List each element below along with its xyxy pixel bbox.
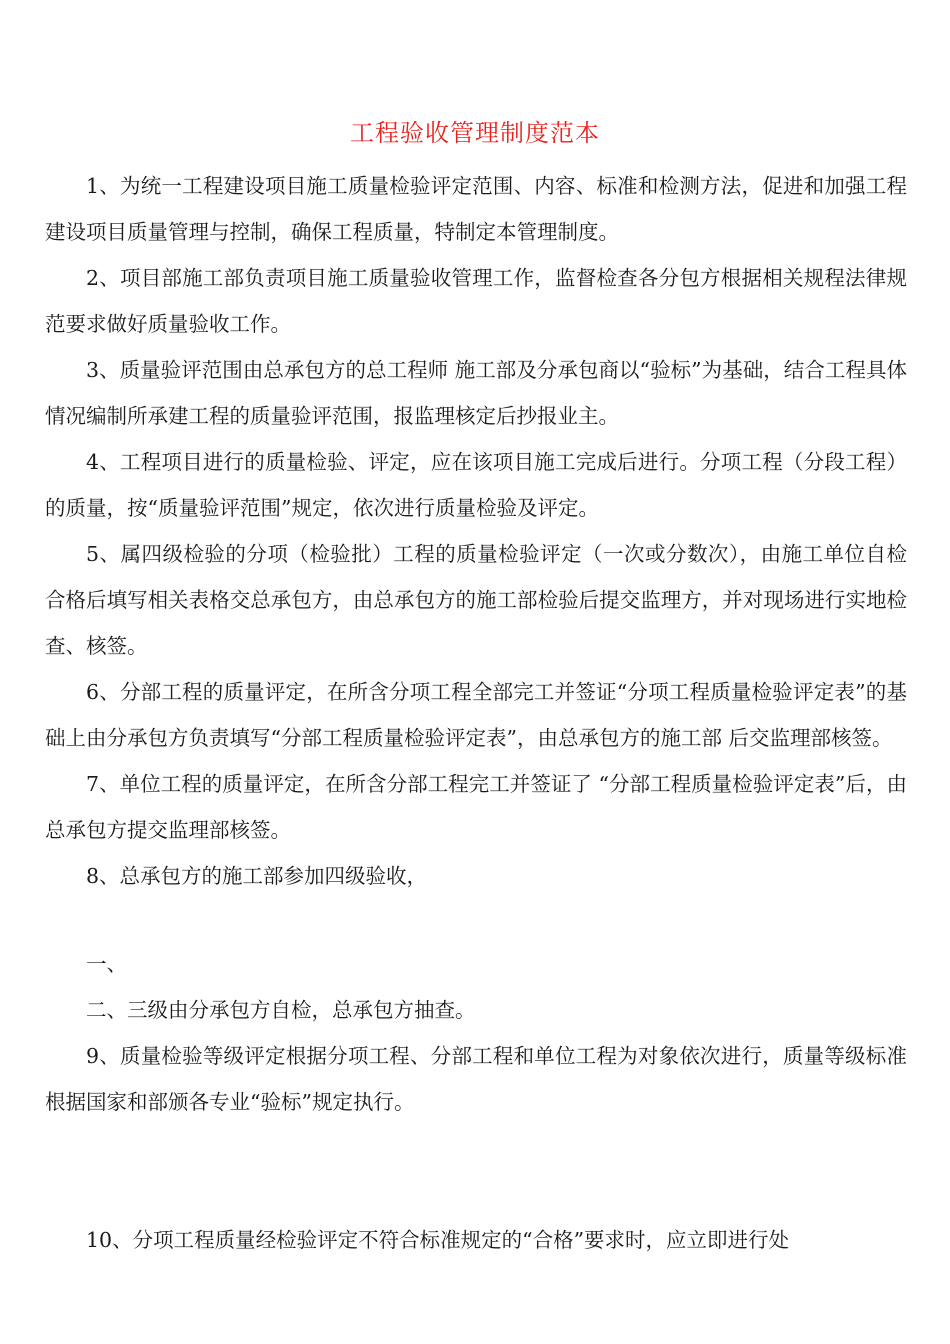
paragraph-7: 7、单位工程的质量评定，在所含分部工程完工并签证了 “分部工程质量检验评定表”后，由总承包方提交监理部核签。 — [45, 772, 907, 842]
paragraph-10: 二、三级由分承包方自检，总承包方抽查。 — [86, 998, 476, 1022]
document-title: 工程验收管理制度范本 — [350, 119, 600, 147]
paragraph-1: 1、为统一工程建设项目施工质量检验评定范围、内容、标准和检测方法，促进和加强工程建设项目质量管理与控制，确保工程质量，特制定本管理制度。 — [45, 174, 907, 244]
paragraph-5: 5、属四级检验的分项（检验批）工程的质量检验评定（一次或分数次），由施工单位自检合格后填写相关表格交总承包方，由总承包方的施工部检验后提交监理方，并对现场进行实地检查、核签。 — [45, 542, 907, 658]
document-body — [45, 163, 907, 1263]
paragraph-4: 4、工程项目进行的质量检验、评定，应在该项目施工完成后进行。分项工程（分段工程）的质量，按“质量验评范围”规定，依次进行质量检验及评定。 — [45, 450, 907, 520]
paragraph-11: 9、质量检验等级评定根据分项工程、分部工程和单位工程为对象依次进行，质量等级标准根据国家和部颁各专业“验标”规定执行。 — [45, 1044, 907, 1114]
paragraph-12: 10、分项工程质量经检验评定不符合标准规定的“合格”要求时，应立即进行处 — [86, 1228, 790, 1252]
paragraph-3: 3、质量验评范围由总承包方的总工程师 施工部及分承包商以“验标”为基础，结合工程具体情况编制所承建工程的质量验评范围，报监理核定后抄报业主。 — [45, 358, 907, 428]
paragraph-2: 2、项目部施工部负责项目施工质量验收管理工作，监督检查各分包方根据相关规程法律规范要求做好质量验收工作。 — [45, 266, 907, 336]
paragraph-9: 一、 — [86, 952, 127, 976]
paragraph-6: 6、分部工程的质量评定，在所含分项工程全部完工并签证“分项工程质量检验评定表”的基础上由分承包方负责填写“分部工程质量检验评定表”，由总承包方的施工部 后交监理部核签。 — [45, 680, 907, 750]
paragraph-8: 8、总承包方的施工部参加四级验收， — [86, 864, 428, 888]
